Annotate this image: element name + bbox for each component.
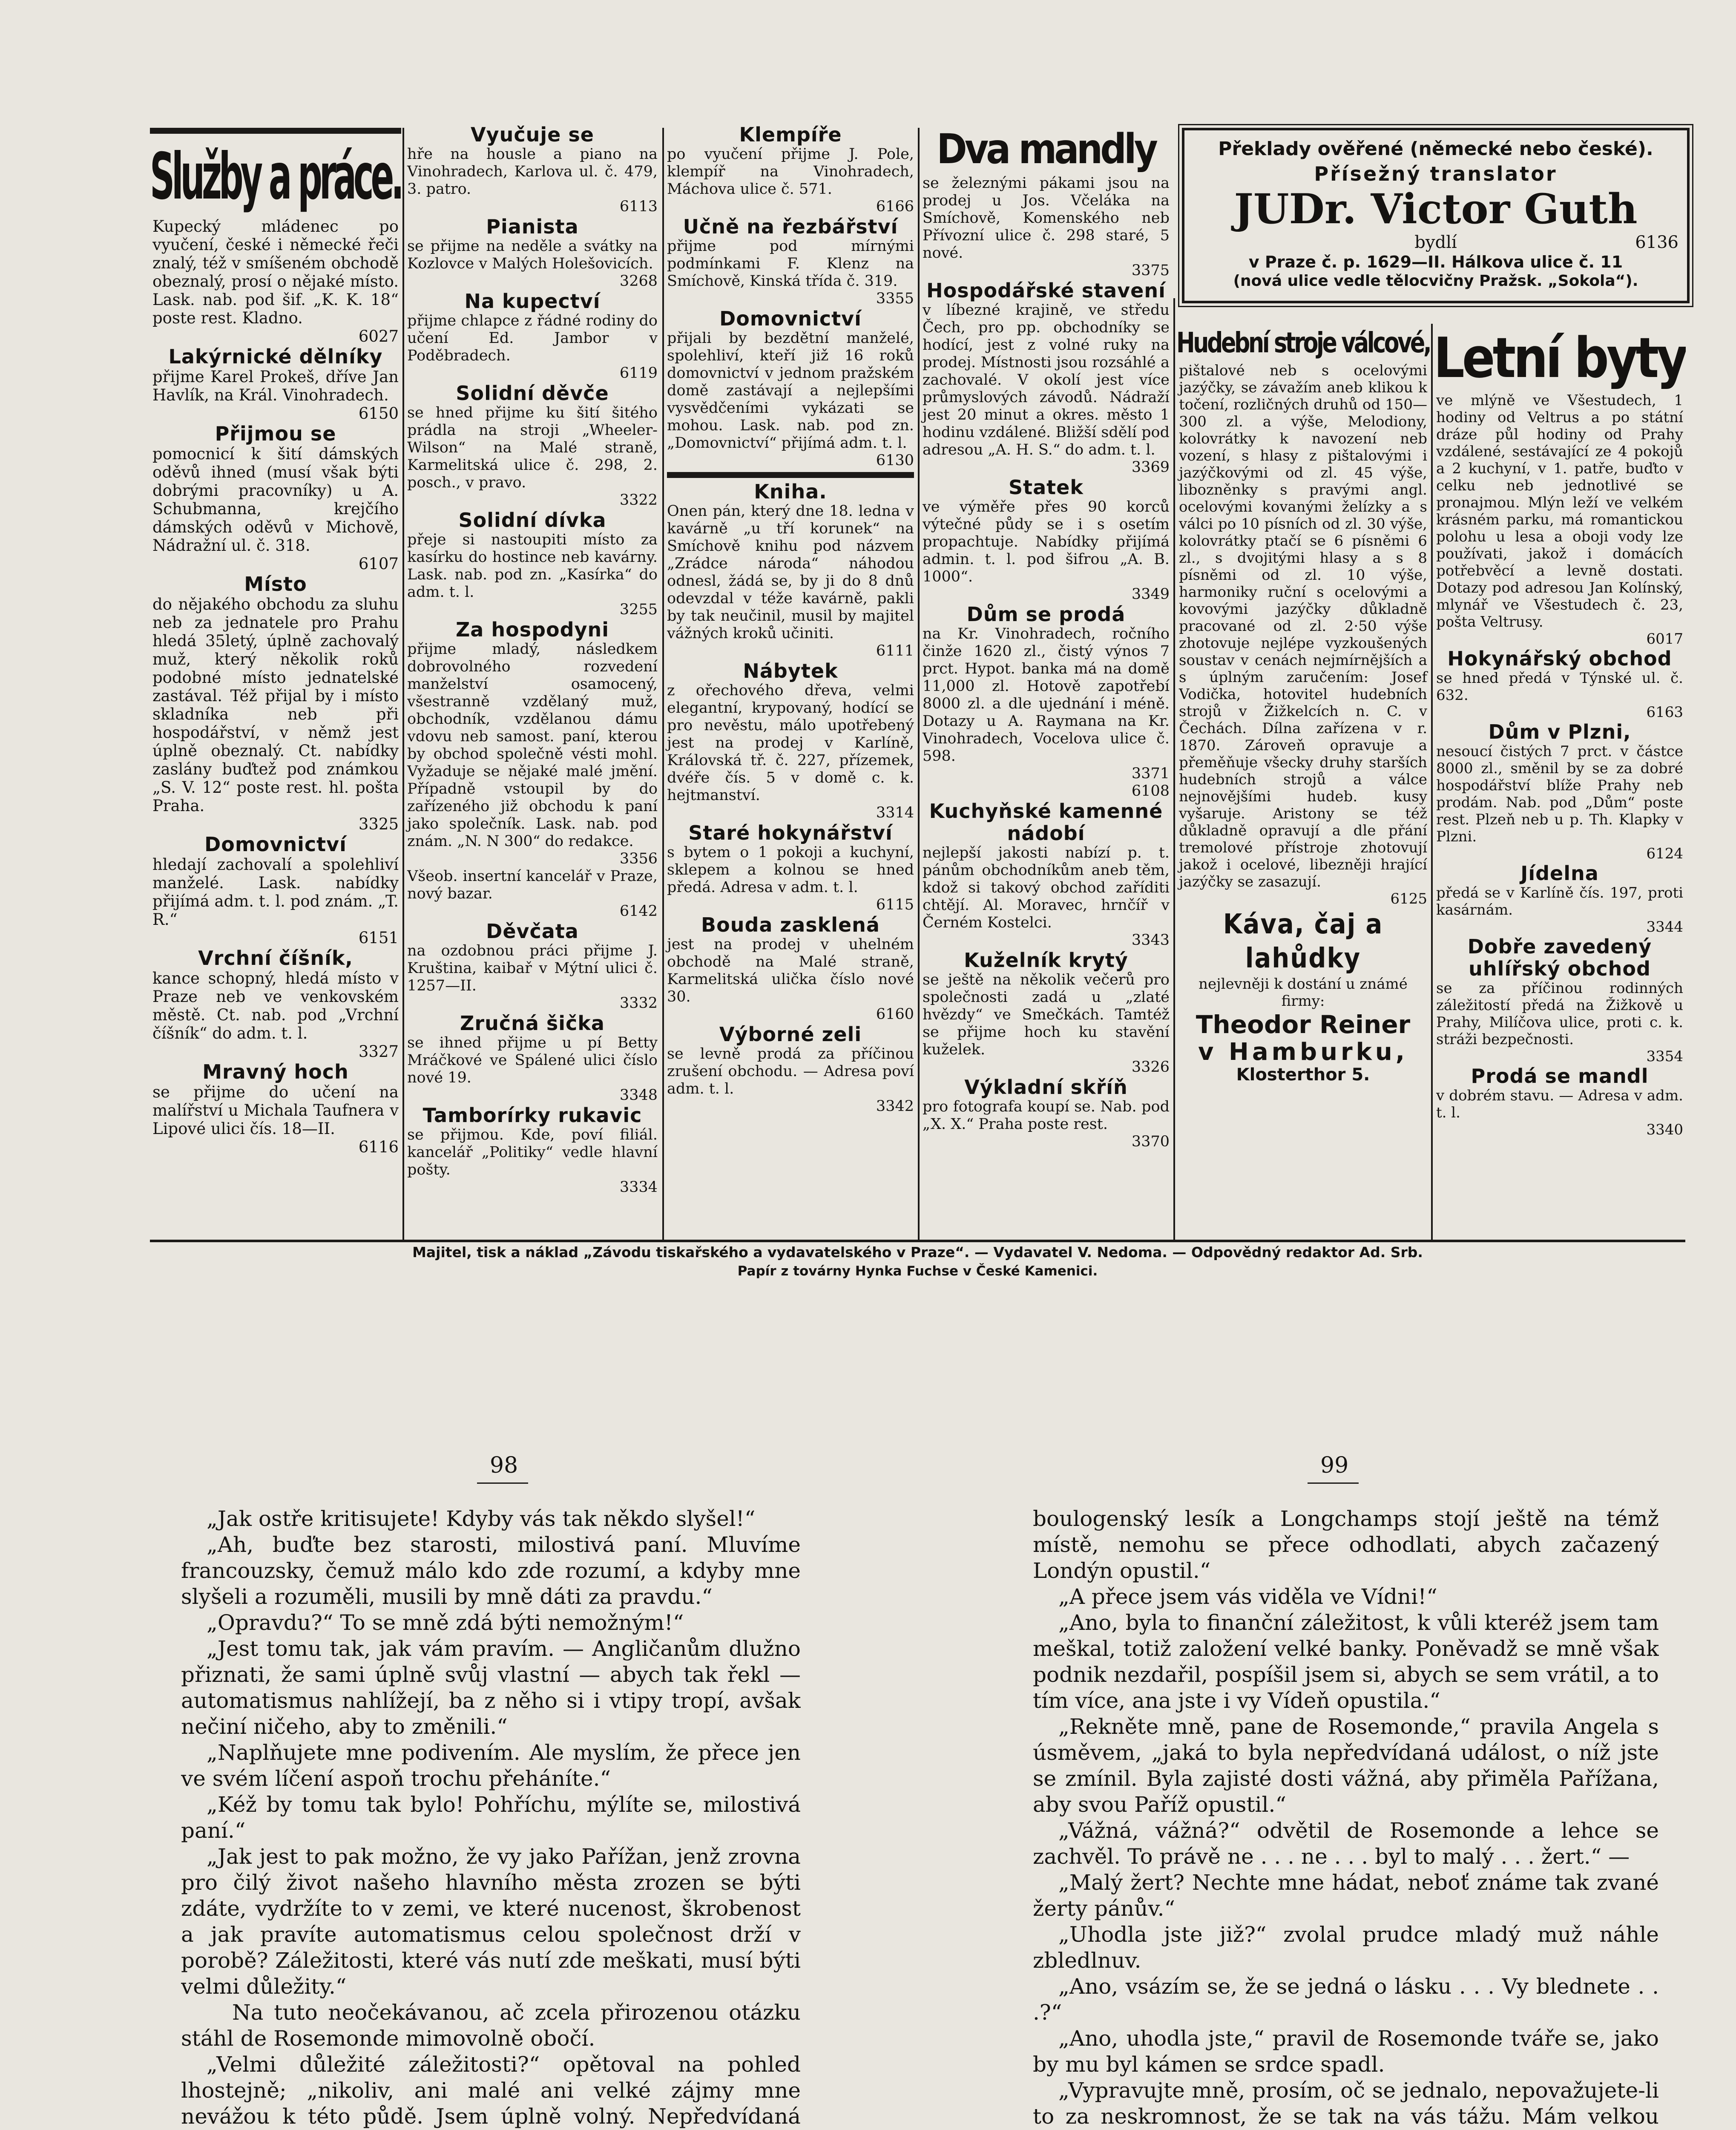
divider	[667, 472, 914, 478]
paragraph: „Vypravujte mně, prosím, oč se jednalo, nepovažujete-li to za neskromnost, že se tak na vás tážu. Mám velkou	[1033, 2078, 1659, 2129]
paragraph: „A přece jsem vás viděla ve Vídni!“	[1058, 1584, 1437, 1609]
ad-text: předá se v Karlíně čís. 197, proti kasárnám.	[1436, 884, 1683, 918]
ad-big-heading: Dva mandly	[937, 125, 1155, 173]
imprint-line: Papír z továrny Hynka Fuchse v České Kamenici.	[737, 1264, 1098, 1279]
ad-text: se hned přijme ku šití šitého prádla na stroji „Wheeler-Wilson“ na Malé straně, Karmelitská ulice č. 298, 2. posch., v pravo.	[407, 404, 658, 491]
ad-text: přijme pod mírnými podmínkami F. Klenz na Smíchově, Kinská třída č. 319.	[667, 238, 914, 290]
paragraph: „Velmi důležité záležitosti?“ opětoval na pohled lhostejně; „nikoliv, ani malé ani velké zájmy mne nevážou k této půdě. Jsem úplně volný. Nepředvídaná	[181, 2052, 801, 2129]
ad-heading: Statek	[1009, 476, 1084, 499]
ad-text: v líbezné krajině, ve středu Čech, pro pp. obchodníky se hodící, jest z volné ruky na prodej. Místnosti jsou rozsáhlé a zachovalé. V okolí jest více průmyslových závodů. Nádraží jest 20 minut a okres. město 1 hodinu vzdálené. Bližší sdělí pod adresou „A. H. S.“ do adm. t. l.	[923, 302, 1170, 458]
paragraph: „Kéž by tomu tak bylo! Pohříchu, mýlíte se, milostivá paní.“	[181, 1792, 801, 1843]
ad-code: 3314	[876, 804, 914, 821]
ad-code: 3370	[1131, 1133, 1170, 1150]
ad-list	[1176, 976, 1430, 1010]
column-rule	[1173, 298, 1175, 1240]
ad-list	[1434, 392, 1686, 1138]
ad-heading: Prodá se mandl	[1471, 1065, 1649, 1088]
ad-text: z ořechového dřeva, velmi elegantní, krypovaný, hodící se pro nevěstu, málo upotřebený jest na prodej v Karlíně, Královská tř. č. 227, přízemek, dvéře čís. 5 v domě c. k. hejtmanství.	[667, 682, 914, 804]
ad-text: na Kr. Vinohradech, ročního činže 1620 zl., čistý výnos 7 prct. Hypot. banka má na domě 11,000 zl. Hotově zapotřebí 8000 zl. a dle ujednání i méně. Dotazy u A. Raymana na Kr. Vinohradech, Vocelova ulice č. 598.	[923, 625, 1170, 765]
ad-code: 6151	[358, 929, 399, 947]
column-rule	[402, 128, 404, 1240]
book-page-left	[181, 1506, 801, 2130]
ad-code: 3375	[1131, 262, 1170, 279]
ad-text: po vyučení přijme J. Pole, klempíř na Vinohradech, Máchova ulice č. 571.	[667, 146, 914, 198]
page-number-right: 99	[1320, 1453, 1349, 1478]
column-2	[405, 124, 660, 1240]
ad-heading: Výborné zeli	[719, 1023, 862, 1046]
ad-big-heading: Hudební stroje válcové,	[1176, 326, 1430, 359]
ad-code: 6163	[1646, 704, 1683, 721]
ad-heading: Vrchní číšník,	[198, 947, 353, 970]
ad-code: 6142	[619, 903, 658, 920]
ad-text: přeje si nastoupiti místo za kasírku do hostince neb kavárny. Lask. nab. pod zn. „Kasírka“ do adm. t. l.	[407, 531, 658, 601]
ad-heading: Na kupectví	[464, 290, 601, 313]
column-rule	[1431, 324, 1433, 1240]
column-rule	[662, 128, 664, 1240]
ad-text: pomocnicí k šití dámských oděvů ihned (musí však býti dobrými pracovníky) u A. Schubmanna, krejčího dámských oděvů v Michově, Nádražní ul. č. 318.	[152, 445, 399, 555]
ad-code: 3344	[1646, 918, 1683, 935]
ad-big-heading: Letní byty	[1434, 325, 1686, 390]
ad-text: Všeob. insertní kancelář v Praze, nový bazar.	[407, 868, 658, 902]
paragraph: „Naplňujete mne podivením. Ale myslím, že přece jen ve svém líčení aspoň trochu přeháníte.“	[181, 1740, 801, 1791]
ad-text: ve mlýně ve Všestudech, 1 hodiny od Veltrus a po státní dráze půl hodiny od Prahy vzdálené, sestávající ze 4 pokojů a 2 kuchyní, v 1. patře, buďto v celku neb jednotlivé se pronajmou. Mlýn leží ve velkém krásném parku, má romantickou polohu u lesa a oboji vody lze používati, jakož i domácích potřebvěcí a levně dostati. Dotazy pod adresou Jan Kolínský, mlynář ve Všestudech č. 23, pošta Veltrusy.	[1436, 392, 1683, 630]
box-name: JUDr. Victor Guth	[1234, 185, 1638, 233]
box-line: bydlí	[1414, 233, 1457, 252]
ad-code: 3369	[1131, 459, 1170, 476]
box-line: (nová ulice vedle tělocvičny Pražsk. „Sokola“).	[1233, 272, 1638, 290]
ad-code: 6119	[619, 365, 658, 382]
ad-heading: Lakýrnické dělníky	[168, 345, 383, 368]
footer-rule	[150, 1240, 1685, 1242]
ad-heading: Nábytek	[743, 659, 838, 682]
ad-heading: Dobře zavedený uhlířský obchod	[1467, 935, 1652, 980]
ad-text: kance schopný, hledá místo v Praze neb ve venkovském městě. Ct. nab. pod „Vrchní číšník“ do adm. t. l.	[152, 969, 399, 1042]
ad-heading: Hokynářský obchod	[1447, 647, 1672, 670]
box-line: v Praze č. p. 1629—II. Hálkova ulice č. 11	[1248, 253, 1623, 271]
ad-heading: Místo	[244, 573, 307, 596]
ad-list	[1176, 362, 1430, 907]
ad-text: s bytem o 1 pokoji a kuchyní, sklepem a kolnou se hned předá. Adresa v adm. t. l.	[667, 844, 914, 896]
column-4	[920, 124, 1172, 1240]
ad-code: 6027	[358, 327, 399, 345]
ad-heading: Hospodářské stavení	[926, 279, 1166, 302]
ad-heading: Solidní děvče	[456, 382, 609, 405]
ad-heading: Domovnictví	[719, 307, 862, 330]
ad-code: 3322	[619, 492, 658, 509]
box-line: Překlady ověřené (německé nebo české).	[1218, 138, 1653, 160]
ad-heading: Přijmou se	[215, 422, 336, 445]
ad-text: se přijme do učení na malířství u Michala Taufnera v Lipové ulici čís. 18—II.	[152, 1083, 399, 1138]
ad-heading: Dům se prodá	[966, 603, 1126, 626]
ad-code: 6108	[1131, 783, 1170, 800]
ad-text: přijme Karel Prokeš, dříve Jan Havlík, na Král. Vinohradech.	[152, 368, 399, 404]
ad-heading: Za hospodyni	[455, 618, 609, 641]
box-code: 6136	[1635, 233, 1679, 252]
column-rule	[918, 128, 920, 1240]
ad-heading: Dům v Plzni,	[1488, 720, 1631, 743]
ad-heading: Pianista	[486, 215, 579, 238]
ad-text: se ihned přijme u pí Betty Mráčkové ve Spálené ulici číslo nové 19.	[407, 1034, 658, 1086]
section-title: Služby a práce.	[150, 140, 401, 214]
ad-text: se levně prodá za příčinou zrušení obchodu. — Adresa poví adm. t. l.	[667, 1045, 914, 1097]
ad-code: 3326	[1131, 1059, 1170, 1076]
ad-code: 6017	[1646, 630, 1683, 648]
ad-code: 6111	[876, 642, 914, 659]
ad-code: 6115	[876, 896, 914, 913]
ad-heading: Děvčata	[486, 920, 579, 943]
paragraph: „Rekněte mně, pane de Rosemonde,“ pravila Angela s úsměvem, „jaká to byla nepředvídaná událost, o níž jste se zmínil. Byla zajisté dosti vážná, aby přiměla Pařížana, aby svou Paříž opustil.“	[1033, 1714, 1659, 1817]
ad-heading: Tamborírky rukavic	[423, 1104, 642, 1127]
book-page-right	[1033, 1506, 1659, 2130]
paragraph: „Jest tomu tak, jak vám pravím. — Angličanům dlužno přiznati, že sami úplně svůj vlastní — abych tak řekl — automatismus nahlížejí, ba z něho si i vtipy tropí, avšak nečiní ničeho, aby to změnili.“	[181, 1636, 801, 1739]
ad-text: pro fotografa koupí se. Nab. pod „X. X.“ Praha poste rest.	[923, 1098, 1170, 1133]
ad-code: 3349	[1131, 586, 1170, 603]
ad-text: hledají zachovalí a spolehliví manželé. Lask. nabídky přijímá adm. t. l. pod znám. „T. R.“	[152, 855, 399, 929]
ad-code: 3355	[876, 290, 914, 307]
ad-heading: Kuchyňské kamenné nádobí	[929, 800, 1163, 845]
ad-text: hře na housle a piano na Vinohradech, Karlova ul. č. 479, 3. patro.	[407, 146, 658, 198]
ad-text: přijme mladý, následkem dobrovolného rozvedení manželství osamocený, všestranně vzdělaný muž, obchodník, vzdělanou dámu vdovu neb samost. paní, kterou by obchod společně vésti mohl. Vyžaduje se nějaké malé jmění. Případně vstoupil by do zařízeného již obchodu k paní jako společník. Lask. nab. pod znám. „N. N 300“ do redakce.	[407, 641, 658, 850]
ad-code: 3332	[619, 995, 658, 1012]
paragraph: boulogenský lesík a Longchamps stojí ještě na témž místě, nemohu se přece odhodlati, abych začazený Londýn opustil.“	[1033, 1506, 1659, 1583]
ad-text: nejlevněji k dostání u známé firmy:	[1199, 976, 1408, 1010]
book-text	[181, 1506, 801, 2130]
ad-heading: Kniha.	[754, 480, 827, 503]
page-number-left: 98	[490, 1453, 518, 1478]
ad-text: pištalové neb s ocelovými jazýčky, se závažím aneb klikou k točení, rozličných druhů od 150—300 zl. a výše, Melodiony, kolovrátky k navození neb vození, s hlasy z pištalovými i jazýčkovými od zl. 45 výše, libozněnky s pravými angl. ocelovými kovanými želízky a s válci po 10 písních od zl. 30 výše, kolovrátky ptačí se 6 písněmi 6 zl., s dvojitými hlasy a s 8 písněmi od zl. 10 výše, harmoniky ruční s ocelovými a kovovými jazýčky důkladně pracované od zl. 2·50 výše zhotovuje nejlépe vyzkoušených soustav v cenách nejmírnějších a s úplným zaručením: Josef Vodička, hotovitel hudebních strojů v Žižkelcích n. C. v Čechách. Dílna zařízena v r. 1870. Zároveň opravuje a přeměňuje všecky druhy starších hudebních strojů a válce nejnovějšími hudeb. kusy vyšaruje. Aristony se též důkladně opravují a dle přání tremolové přístroje zhotovují jakož i ocelové, libezněji hrající jazýčky se zasazují.	[1179, 362, 1427, 890]
paragraph: „Vážná, vážná?“ odvětil de Rosemonde a lehce se zachvěl. To právě ne . . . ne . . . byl to malý . . . žert.“ —	[1033, 1818, 1659, 1869]
ad-code: 3325	[358, 815, 399, 833]
ad-text: se za příčinou rodinných záležitostí předá na Žižkově u Prahy, Milíčova ulice, proti c. k. stráži bezpečnosti.	[1436, 980, 1683, 1048]
ad-text: se přijme na neděle a svátky na Kozlovce v Malých Holešovicích.	[407, 238, 658, 272]
ad-code: 3356	[619, 850, 658, 867]
ad-heading: Výkladní skříň	[964, 1076, 1128, 1099]
ad-code: 6150	[358, 404, 399, 423]
ad-code: 3343	[1131, 932, 1170, 949]
ad-code: 6113	[619, 198, 658, 215]
imprint-line: Majitel, tisk a náklad „Závodu tiskařského a vydavatelského v Praze“. — Vydavatel V. Nedoma. — Odpovědný redaktor Ad. Srb.	[412, 1244, 1423, 1261]
ad-text: přijali by bezdětní manželé, spolehliví, kteří již 16 roků domovnictví v jednom pražském domě zastávají a nejlepšími vysvědčeními vykázati se mohou. Lask. nab. pod zn. „Domovnictví“ přijímá adm. t. l.	[667, 330, 914, 452]
ad-code: 3327	[358, 1042, 399, 1061]
paragraph: „Ano, vsázím se, že se jedná o lásku . . . Vy blednete . . .?“	[1033, 1974, 1659, 2025]
ad-code: 3340	[1646, 1121, 1683, 1138]
paragraph: „Ano, byla to finanční záležitost, k vůli kteréž jsem tam meškal, totiž založení velké banky. Poněvadž se mně však podnik nezdařil, pospíšil jsem si, abych se sem vrátil, a to tím více, ana jste i vy Vídeň opustila.“	[1033, 1610, 1659, 1713]
ad-text: přijme chlapce z řádné rodiny do učení Ed. Jambor v Poděbradech.	[407, 312, 658, 364]
ad-text: nesoucí čistých 7 prct. v částce 8000 zl., směnil by se za dobré hospodářství blíže Prahy neb prodám. Nab. pod „Dům“ poste rest. Plzeň neb u p. Th. Klapky v Plzni.	[1436, 743, 1683, 845]
ad-heading: Vyučuje se	[471, 124, 594, 146]
column-5	[1176, 324, 1430, 1240]
ad-text: ve výměře přes 90 korců výtečné půdy se i s osetím propachtuje. Nabídky přijímá admin. t. l. pod šifrou „A. B. 1000“.	[923, 498, 1170, 585]
ad-text: nejlepší jakosti nabízí p. t. pánům obchodníkům aneb těm, kdož si takový obchod zaříditi chtějí. Al. Moravec, hrnčíř v Černém Kostelci.	[923, 844, 1170, 931]
ad-code: 3371	[1131, 765, 1170, 782]
header-rule-left	[150, 128, 401, 134]
ad-heading: Staré hokynářství	[688, 821, 893, 844]
firm-city: v Hamburku,	[1198, 1038, 1408, 1066]
ad-list	[150, 217, 401, 1156]
ad-code: 3334	[619, 1179, 658, 1196]
ad-text: v dobrém stavu. — Adresa v adm. t. l.	[1436, 1087, 1683, 1121]
box-line: Přísežný translator	[1314, 162, 1558, 185]
ad-code: 6116	[358, 1138, 399, 1156]
paragraph: „Ah, buďte bez starosti, milostivá paní. Mluvíme francouzsky, čemuž málo kdo zde rozumí, a kdyby mne slyšeli a rozuměli, musili by mně dáti za pravdu.“	[181, 1532, 801, 1609]
paragraph: „Jak ostře kritisujete! Kdyby vás tak někdo slyšel!“	[207, 1506, 756, 1531]
ad-list	[405, 124, 660, 1196]
ad-code: 6166	[876, 198, 914, 215]
paragraph: „Opravdu?“ To se mně zdá býti nemožným!“	[207, 1610, 684, 1635]
ad-text: na ozdobnou práci přijme J. Kruština, kaibař v Mýtní ulici č. 1257—II.	[407, 942, 658, 994]
ad-list	[920, 175, 1172, 1151]
firm-street: Klosterthor 5.	[1236, 1065, 1370, 1085]
ad-text: se přijmou. Kde, poví filiál. kancelář „Politiky“ vedle hlavní pošty.	[407, 1126, 658, 1178]
ad-heading: Bouda zasklená	[701, 913, 880, 936]
ad-text: se ještě na několik večerů pro společnosti zadá u „zlaté hvězdy“ ve Smečkách. Tamtéž se přijme hoch ku stavění kuželek.	[923, 971, 1170, 1058]
page-number-rule	[477, 1482, 528, 1484]
paragraph: „Ano, uhodla jste,“ pravil de Rosemonde tváře se, jako by mu byl kámen se srdce spadl.	[1033, 2026, 1659, 2077]
firm-name: Theodor Reiner	[1196, 1010, 1411, 1039]
ad-heading: Kuželník krytý	[964, 949, 1128, 972]
column-1	[150, 136, 401, 1240]
ad-code: 6107	[358, 555, 399, 573]
ad-text: se hned předá v Týnské ul. č. 632.	[1436, 670, 1683, 704]
ad-heading: Solidní dívka	[458, 509, 606, 532]
book-text	[1033, 1506, 1659, 2130]
paragraph: „Malý žert? Nechte mne hádat, neboť známe tak zvané žerty pánův.“	[1033, 1870, 1659, 1921]
ad-heading: Zručná šička	[460, 1012, 605, 1035]
ad-code: 3348	[619, 1087, 658, 1104]
ad-code: 3342	[876, 1098, 914, 1115]
paragraph: Na tuto neočekávanou, ač zcela přirozenou otázku stáhl de Rosemonde mimovolně obočí.	[181, 2000, 801, 2051]
column-6	[1434, 324, 1686, 1240]
ad-code: 6160	[876, 1006, 914, 1023]
ad-code: 6124	[1646, 845, 1683, 862]
ad-heading: Mravný hoch	[202, 1060, 349, 1083]
ad-list	[664, 124, 917, 1115]
ad-code: 6125	[1390, 890, 1427, 907]
ad-text: se železnými pákami jsou na prodej u Jos. Včeláka na Smíchově, Komenského neb Přívozní ulice č. 298 staré, 5 nové.	[923, 175, 1170, 262]
ad-text: do nějakého obchodu za sluhu neb za jednatele pro Prahu hledá 35letý, úplně zachovalý muž, který několik roků podobné místo jednatelské zastával. Též přijal by i místo skladníka neb při hospodářství, v němž jest úplně obeznalý. Ct. nabídky zaslány buďtež pod známkou „S. V. 12“ poste rest. hl. pošta Praha.	[152, 595, 399, 815]
paragraph: „Jak jest to pak možno, že vy jako Pařížan, jenž zrovna pro čilý život našeho hlavního města zrozen se býti zdáte, vydržíte to v zemi, ve které nucenost, škrobenost a jak pravíte automatismus celou společnost drží v porobě? Záležitosti, které vás nutí zde meškati, musí býti velmi důležity.“	[181, 1844, 801, 1999]
ad-code: 3354	[1646, 1048, 1683, 1065]
ad-text: jest na prodej v uhelném obchodě na Malé straně, Karmelitská ulička číslo nové 30.	[667, 936, 914, 1005]
ad-heading: Učně na řezbářství	[683, 215, 898, 238]
column-3	[664, 124, 917, 1240]
ad-heading: Klempíře	[739, 124, 842, 146]
ad-heading: Jídelna	[1520, 862, 1599, 885]
page-number-rule	[1308, 1482, 1359, 1484]
ad-text: Onen pán, který dne 18. ledna v kavárně „u tří korunek“ na Smíchově knihu pod názvem „Zrádce národa“ náhodou odnesl, žádá se, by ji do 8 dnů odevzdal v téže kavárně, pakli by tak neučinil, musil by majitel vážných kroků učiniti.	[667, 503, 914, 642]
paragraph: „Uhodla jste již?“ zvolal prudce mladý muž náhle zbledlnuv.	[1033, 1922, 1659, 1973]
translator-ad-box	[1182, 128, 1690, 303]
ad-code: 3268	[619, 273, 658, 290]
ad-text: Kupecký mládenec po vyučení, české i německé řeči znalý, též v smíšeném obchodě obeznalý, prosí o nějaké místo. Lask. nab. pod šif. „K. K. 18“ poste rest. Kladno.	[152, 217, 399, 327]
ad-code: 6130	[876, 452, 914, 469]
ad-heading: Domovnictví	[204, 833, 347, 856]
ad-code: 3255	[619, 601, 658, 618]
ad-big-heading: Káva, čaj a lahůdky	[1223, 909, 1383, 974]
